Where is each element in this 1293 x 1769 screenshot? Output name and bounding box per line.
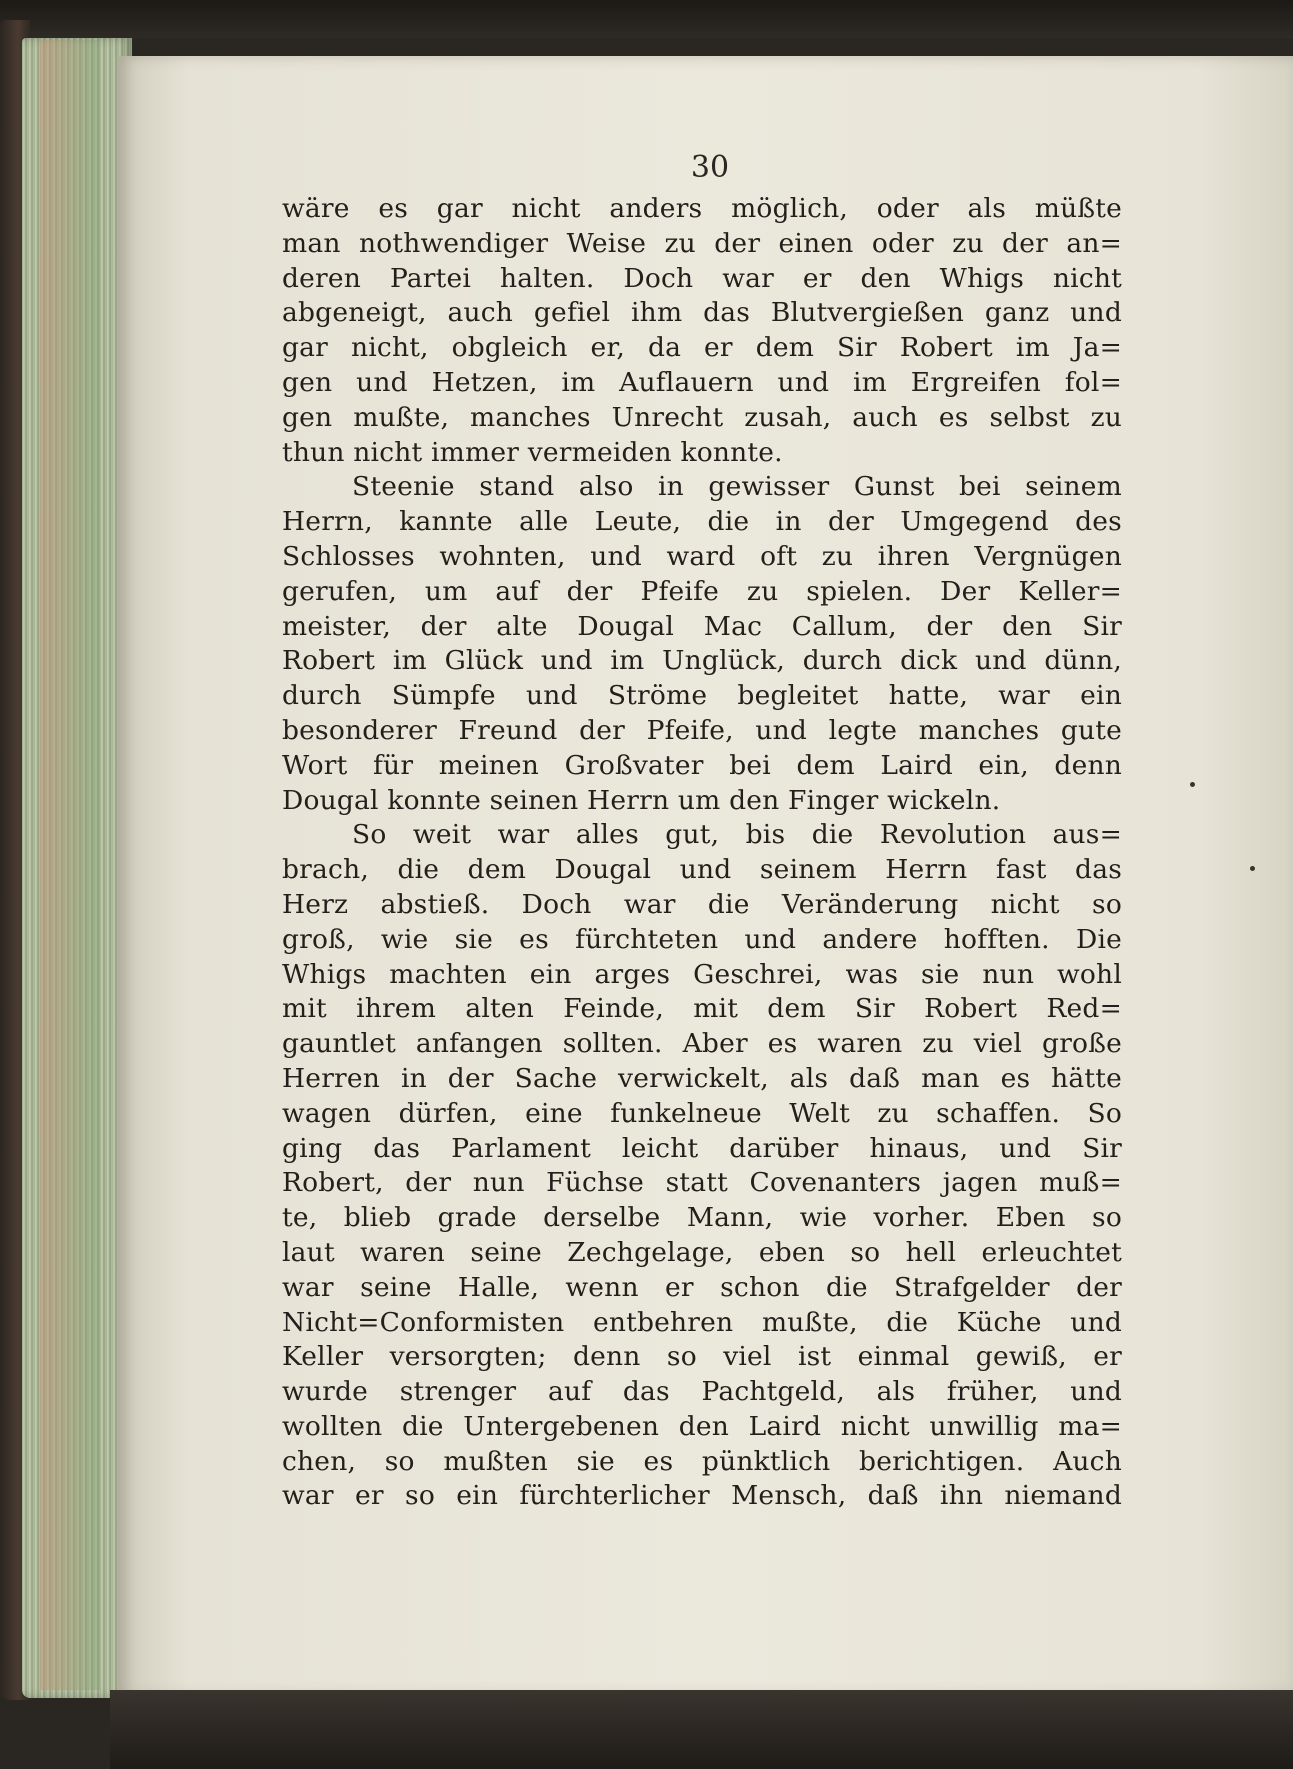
text-line: te, blieb grade derselbe Mann, wie vorher. Eben so — [282, 1202, 1122, 1234]
scan-background — [0, 0, 1293, 38]
text-line: So weit war alles gut, bis die Revolution aus= — [352, 819, 1122, 851]
text-line: wäre es gar nicht anders möglich, oder als müßte — [282, 193, 1122, 224]
text-line: thun nicht immer vermeiden konnte. — [282, 436, 783, 468]
text-line: Keller versorgten; denn so viel ist einmal gewiß, er — [282, 1341, 1122, 1373]
text-line: groß, wie sie es fürchteten und andere hofften. Die — [282, 923, 1122, 955]
text-line: war er so ein fürchterlicher Mensch, daß ihn niemand — [282, 1480, 1122, 1512]
text-line: Robert im Glück und im Unglück, durch dick und dünn, — [282, 645, 1122, 677]
text-line: man nothwendiger Weise zu der einen oder zu der an= — [282, 227, 1122, 259]
text-line: Schlosses wohnten, und ward oft zu ihren Vergnügen — [282, 540, 1122, 572]
page-number: 30 — [690, 150, 730, 185]
text-line: durch Sümpfe und Ströme begleitet hatte, war ein — [282, 680, 1122, 712]
text-line: gen mußte, manches Unrecht zusah, auch es selbst zu — [282, 401, 1122, 433]
text-line: mit ihrem alten Feinde, mit dem Sir Robert Red= — [282, 993, 1122, 1025]
text-line: gauntlet anfangen sollten. Aber es waren zu viel große — [282, 1028, 1122, 1060]
text-line: deren Partei halten. Doch war er den Whigs nicht — [282, 262, 1122, 294]
text-line: Robert, der nun Füchse statt Covenanters jagen muß= — [282, 1167, 1122, 1199]
text-line: chen, so mußten sie es pünktlich berichtigen. Auch — [282, 1445, 1122, 1477]
text-line: gen und Hetzen, im Auflauern und im Ergreifen fol= — [282, 366, 1122, 398]
text-line: war seine Halle, wenn er schon die Strafgelder der — [282, 1271, 1122, 1303]
text-line: meister, der alte Dougal Mac Callum, der den Sir — [282, 610, 1122, 642]
text-line: wollten die Untergebenen den Laird nicht unwillig ma= — [282, 1410, 1122, 1442]
text-line: gar nicht, obgleich er, da er dem Sir Robert im Ja= — [282, 332, 1122, 364]
page-edge-tint — [40, 40, 100, 1690]
ink-speck — [1190, 782, 1195, 787]
text-line: Dougal konnte seinen Herrn um den Finger wickeln. — [282, 784, 1001, 816]
scan-bottom — [110, 1690, 1293, 1769]
text-line: Herren in der Sache verwickelt, als daß man es hätte — [282, 1062, 1122, 1094]
text-line: Whigs machten ein arges Geschrei, was sie nun wohl — [282, 958, 1122, 990]
text-line: wagen dürfen, eine funkelneue Welt zu schaffen. So — [282, 1097, 1122, 1129]
text-line: Herz abstieß. Doch war die Veränderung nicht so — [282, 888, 1122, 920]
page-text — [282, 192, 1122, 1514]
text-line: laut waren seine Zechgelage, eben so hell erleuchtet — [282, 1236, 1122, 1268]
text-line: Wort für meinen Großvater bei dem Laird ein, denn — [282, 749, 1122, 781]
text-line: abgeneigt, auch gefiel ihm das Blutvergießen ganz und — [282, 297, 1122, 329]
ink-speck — [1250, 866, 1255, 871]
text-line: gerufen, um auf der Pfeife zu spielen. Der Keller= — [282, 575, 1122, 607]
text-line: Steenie stand also in gewisser Gunst bei seinem — [352, 471, 1122, 503]
text-line: brach, die dem Dougal und seinem Herrn fast das — [282, 854, 1122, 886]
text-line: Herrn, kannte alle Leute, die in der Umgegend des — [282, 506, 1122, 538]
text-line: ging das Parlament leicht darüber hinaus, und Sir — [282, 1132, 1122, 1164]
text-line: Nicht=Conformisten entbehren mußte, die Küche und — [282, 1306, 1122, 1338]
text-line: wurde strenger auf das Pachtgeld, als früher, und — [282, 1376, 1122, 1408]
text-line: besonderer Freund der Pfeife, und legte manches gute — [282, 714, 1122, 746]
